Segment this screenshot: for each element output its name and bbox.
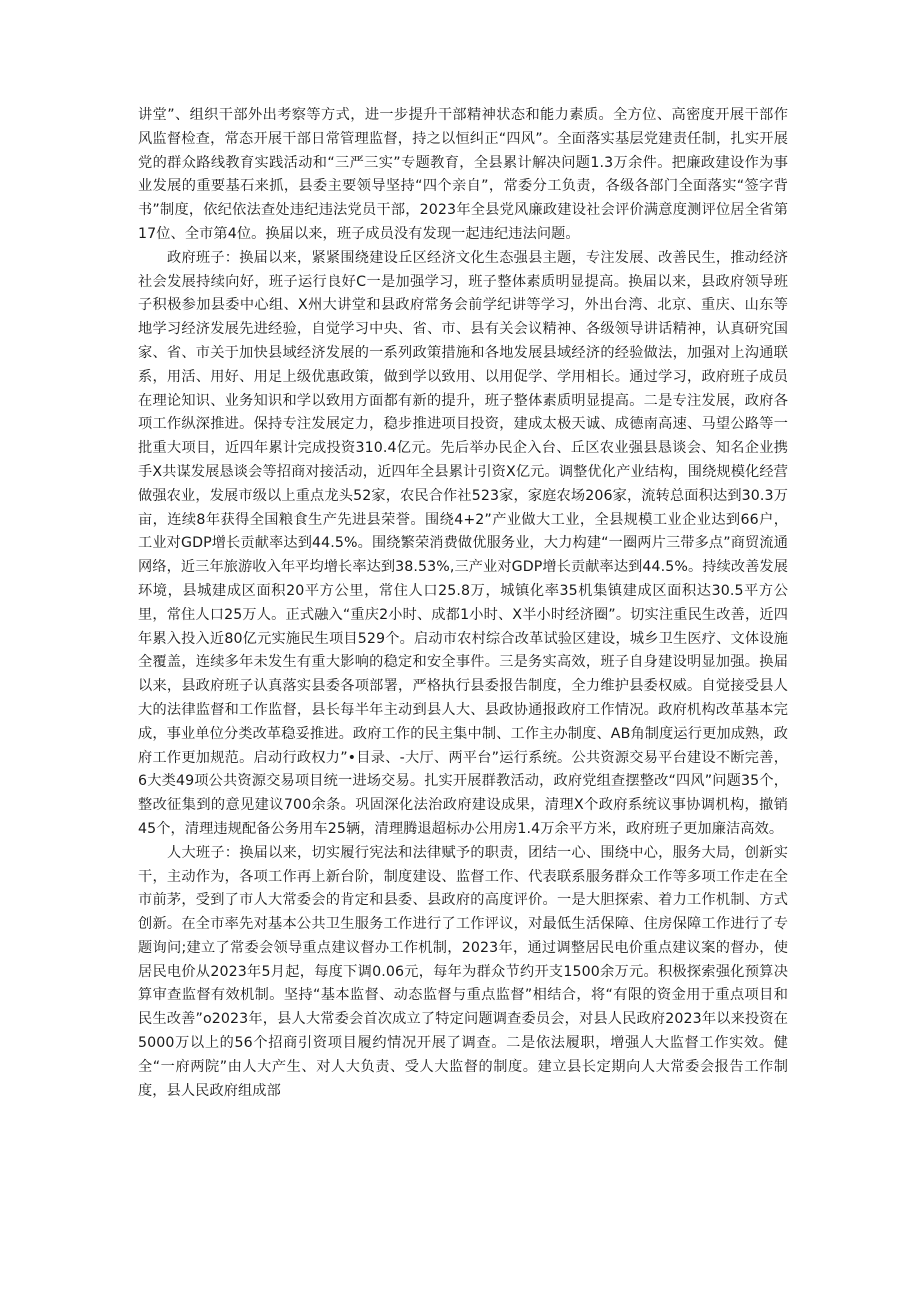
paragraph-government-team: 政府班子：换届以来，紧紧围绕建设丘区经济文化生态强县主题，专注发展、改善民生，推动经济社会发展持续向好，班子运行良好C一是加强学习，班子整体素质明显提高。换届以来，县政府领导班子积极参加县委中心组、X州大讲堂和县政府常务会前学纪讲等学习，外出台湾、北京、重庆、山东等地学习经济发展先进经验，自觉学习中央、省、市、县有关会议精神、各级领导讲话精神，认真研究国家、省、市关于加快县域经济发展的一系列政策措施和各地发展县域经济的经验做法，加强对上沟通联系，用活、用好、用足上级优惠政策，做到学以致用、以用促学、学用相长。通过学习，政府班子成员在理论知识、业务知识和学以致用方面都有新的提升，班子整体素质明显提高。二是专注发展，政府各项工作纵深推进。保持专注发展定力，稳步推进项目投资，建成太极天诚、成德南高速、马望公路等一批重大项目，近四年累计完成投资310.4亿元。先后举办民企入台、丘区农业强县恳谈会、知名企业携手X共谋发展恳谈会等招商对接活动，近四年全县累计引资X亿元。调整优化产业结构，围绕规模化经营做强农业，发展市级以上重点龙头52家，农民合作社523家，家庭农场206家，流转总面积达到30.3万亩，连续8年获得全国粮食生产先进县荣誉。围绕4+2”产业做大工业，全县规模工业企业达到66户，工业对GDP增长贡献率达到44.5%。围绕繁荣消费做优服务业，大力构建“一圈两片三带多点”商贸流通网络，近三年旅游收入年平均增长率达到38.53%,三产业对GDP增长贡献率达到44.5%。持续改善发展环境，县城建成区面积20平方公里，常住人口25.8万，城镇化率35机集镇建成区面积达30.5平方公里，常住人口25万人。正式融入“重庆2小时、成都1小时、X半小时经济圈”。切实注重民生改善，近四年累入投入近80亿元实施民生项目529个。启动市农村综合改革试验区建设，城乡卫生医疗、文体设施全覆盖，连续多年未发生有重大影响的稳定和安全事件。三是务实高效，班子自身建设明显加强。换届以来，县政府班子认真落实县委各项部署，严格执行县委报告制度，全力维护县委权威。自觉接受县人大的法律监督和工作监督，县长每半年主动到县人大、县政协通报政府工作情况。政府机构改革基本完成，事业单位分类改革稳妥推进。政府工作的民主集中制、工作主办制度、AB角制度运行更加成熟，政府工作更加规范。启动行政权力”•目录、-大厅、两平台”运行系统。公共资源交易平台建设不断完善，6大类49项公共资源交易项目统一进场交易。扎实开展群教活动，政府党组查摆整改“四风”问题35个，整改征集到的意见建议700余条。巩固深化法治政府建设成果，清理X个政府系统议事协调机构，撤销45个，清理违规配备公务用车25辆，清理腾退超标办公用房1.4万余平方米，政府班子更加廉洁高效。 bbox=[138, 249, 789, 837]
paragraph-party-committee-continued: 讲堂”、组织干部外出考察等方式，进一步提升干部精神状态和能力素质。全方位、高密度开展干部作风监督检查，常态开展干部日常管理监督，持之以恒纠正“四风”。全面落实基层党建责任制，扎实开展党的群众路线教育实践活动和“三严三实”专题教育，全县累计解决问题1.3万余件。把廉政建设作为事业发展的重要基石来抓，县委主要领导坚持“四个亲自”，常委分工负责，各级各部门全面落实“签字背书”制度，依纪依法查处违纪违法党员干部，2023年全县党风廉政建设社会评价满意度测评位居全省第17位、全市第4位。换届以来，班子成员没有发现一起违纪违法问题。 bbox=[138, 107, 788, 242]
paragraph-npc-team: 人大班子：换届以来，切实履行宪法和法律赋予的职责，团结一心、围绕中心，服务大局，创新实干，主动作为，各项工作再上新台阶，制度建设、监督工作、代表联系服务群众工作等多项工作走在全市前茅，受到了市人大常委会的肯定和县委、县政府的高度评价。一是大胆探索、着力工作机制、方式创新。在全市率先对基本公共卫生服务工作进行了工作评议，对最低生活保障、住房保障工作进行了专题询问;建立了常委会领导重点建议督办工作机制，2023年，通过调整居民电价重点建议案的督办，使居民电价从2023年5月起，每度下调0.06元，每年为群众节约开支1500余万元。积极探索强化预算决算审查监督有效机制。坚持“基本监督、动态监督与重点监督”相结合，将“有限的资金用于重点项目和民生改善”o2023年，县人大常委会首次成立了特定问题调查委员会，对县人民政府2023年以来投资在5000万以上的56个招商引资项目履约情况开展了调查。二是依法履职，增强人大监督工作实效。健全“一府两院”由人大产生、对人大负责、受人大监督的制度。建立县长定期向人大常委会报告工作制度，县人民政府组成部 bbox=[138, 844, 788, 1099]
document-page bbox=[138, 104, 788, 1103]
